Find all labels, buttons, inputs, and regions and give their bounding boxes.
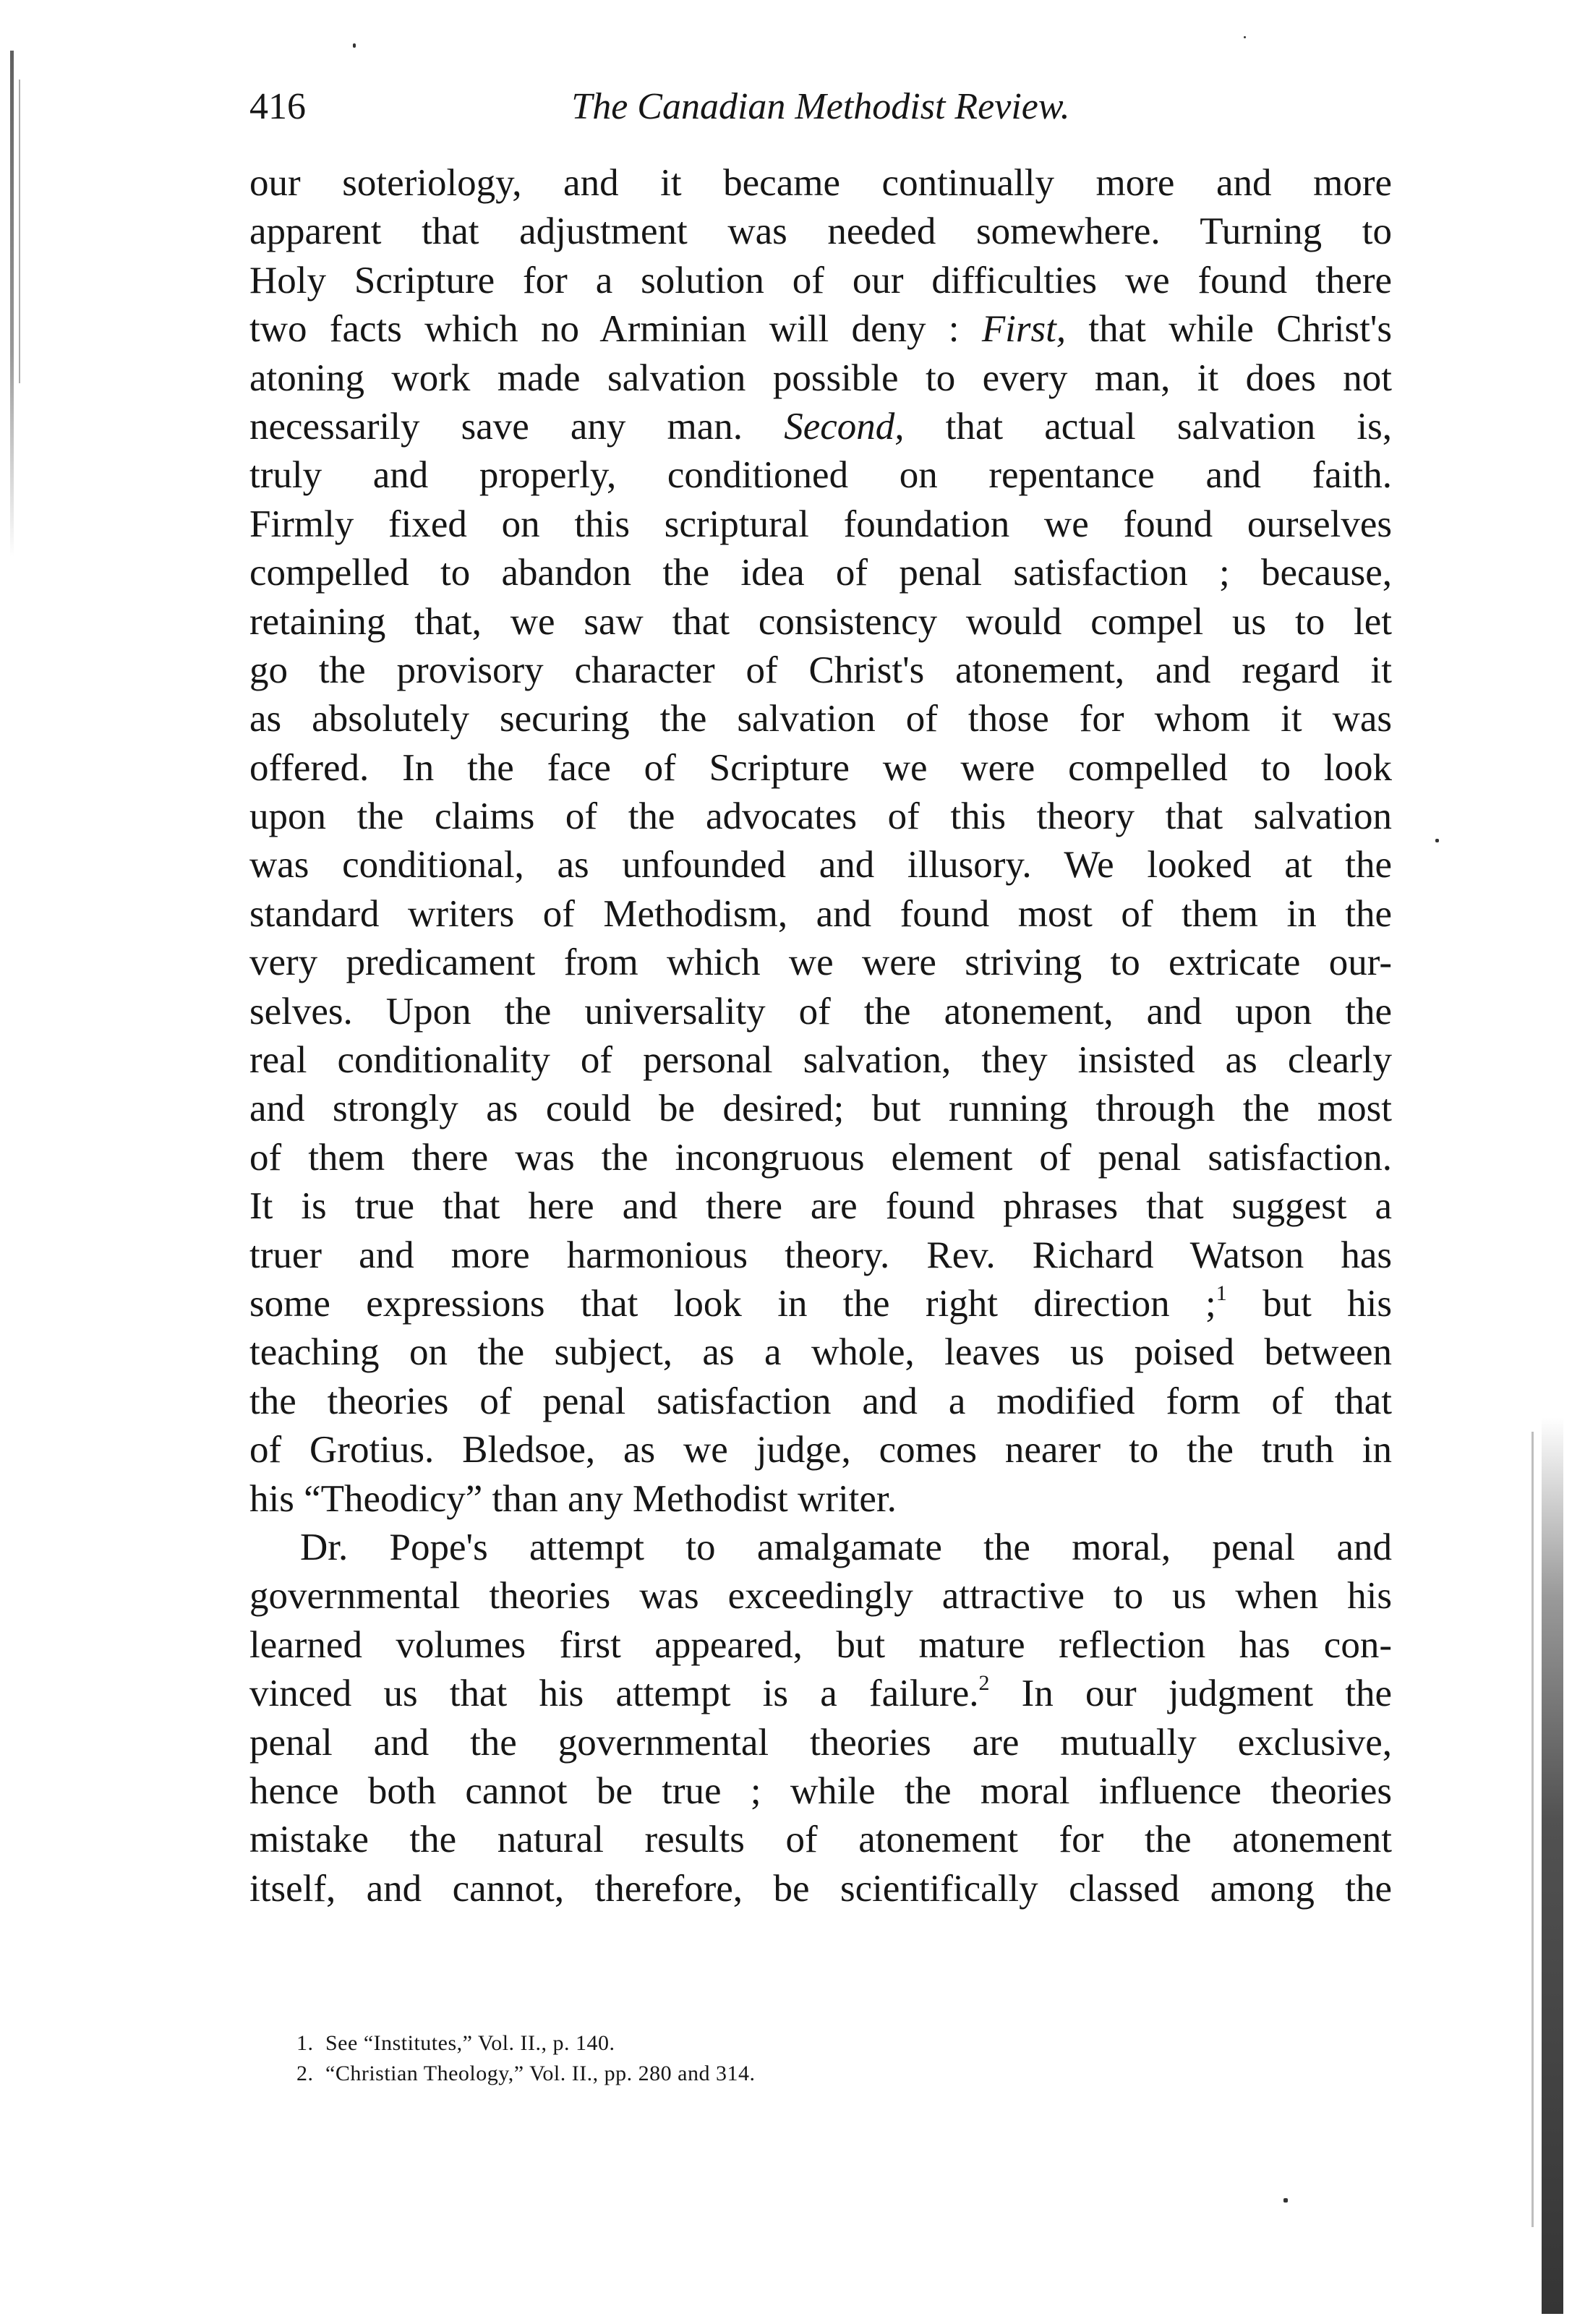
- text-line: atoning work made salvation possible to every man, it does not: [249, 356, 1392, 399]
- text-line: Dr. Pope's attempt to amalgamate the moral, penal and: [300, 1526, 1392, 1568]
- text-line: go the provisory character of Christ's atonement, and regard it: [249, 649, 1392, 691]
- text-line: [249, 305, 1392, 354]
- body-text: [249, 159, 1392, 1913]
- text-line: itself, and cannot, therefore, be scientifically classed among the: [249, 1867, 1392, 1910]
- scan-edge-left: [10, 51, 14, 557]
- scan-speck: [353, 43, 356, 48]
- text-segment: vinced us that his attempt is a failure.: [249, 1672, 979, 1715]
- text-line: standard writers of Methodism, and found most of them in the: [249, 892, 1392, 935]
- text-line: apparent that adjustment was needed somewhere. Turning to: [249, 210, 1392, 253]
- text-line: and strongly as could be desired; but running through the most: [249, 1088, 1392, 1130]
- text-line: mistake the natural results of atonement for the atonement: [249, 1819, 1392, 1861]
- text-segment: In our judgment the: [989, 1672, 1392, 1715]
- text-line: retaining that, we saw that consistency would compel us to let: [249, 600, 1392, 643]
- text-line: of Grotius. Bledsoe, as we judge, comes nearer to the truth in: [249, 1429, 1392, 1471]
- text-line: upon the claims of the advocates of this theory that salvation: [249, 795, 1392, 838]
- text-line: [249, 1280, 1392, 1328]
- footnote: [296, 2028, 1236, 2059]
- text-line: the theories of penal satisfaction and a modified form of that: [249, 1380, 1392, 1422]
- text-line: real conditionality of personal salvation, they insisted as clearly: [249, 1039, 1392, 1082]
- scan-edge-left-line: [19, 80, 20, 383]
- scan-edge-right-line: [1531, 1432, 1534, 2227]
- scan-speck: [1244, 36, 1246, 38]
- text-segment: but his: [1226, 1282, 1393, 1325]
- text-line: very predicament from which we were striving to extricate our-: [249, 941, 1392, 984]
- text-segment: that actual salvation is,: [904, 405, 1392, 448]
- text-line: Holy Scripture for a solution of our difficulties we found there: [249, 259, 1392, 302]
- text-segment: that while Christ's: [1066, 308, 1392, 351]
- page-number: 416: [249, 86, 306, 127]
- text-line: governmental theories was exceedingly attractive to us when his: [249, 1575, 1392, 1618]
- text-line: of them there was the incongruous element of penal satisfaction.: [249, 1136, 1392, 1179]
- text-line: truly and properly, conditioned on repentance and faith.: [249, 454, 1392, 497]
- footnotes: [296, 2028, 1236, 2089]
- footnote-number: 1.: [296, 2031, 314, 2055]
- scan-speck: [1283, 2198, 1288, 2203]
- footnote-number: 2.: [296, 2062, 314, 2085]
- text-segment: necessarily save any man.: [249, 405, 785, 448]
- footnote: [296, 2059, 1236, 2089]
- scan-speck: [1435, 839, 1439, 842]
- text-segment: some expressions that look in the right direction ;: [249, 1282, 1216, 1325]
- italic-text: First,: [981, 308, 1067, 351]
- text-line: penal and the governmental theories are mutually exclusive,: [249, 1721, 1392, 1764]
- footnote-text: “Christian Theology,” Vol. II., pp. 280 and 314.: [325, 2062, 756, 2085]
- italic-text: Second,: [784, 405, 905, 448]
- text-line: truer and more harmonious theory. Rev. Richard Watson has: [249, 1234, 1392, 1276]
- text-line: was conditional, as unfounded and illusory. We looked at the: [249, 844, 1392, 887]
- text-line: [249, 403, 1392, 451]
- text-line: teaching on the subject, as a whole, leaves us poised between: [249, 1331, 1392, 1374]
- footnote-ref: 2: [978, 1671, 990, 1696]
- text-segment: two facts which no Arminian will deny :: [249, 308, 982, 351]
- running-title: The Canadian Methodist Review.: [571, 86, 1070, 127]
- text-line: selves. Upon the universality of the atonement, and upon the: [249, 990, 1392, 1033]
- page-header: [249, 78, 1392, 136]
- text-line: offered. In the face of Scripture we were compelled to look: [249, 746, 1392, 789]
- text-line: as absolutely securing the salvation of those for whom it was: [249, 698, 1392, 740]
- text-line: our soteriology, and it became continually more and more: [249, 162, 1392, 204]
- footnote-ref: 1: [1216, 1281, 1227, 1305]
- text-line: hence both cannot be true ; while the moral influence theories: [249, 1769, 1392, 1812]
- text-line: compelled to abandon the idea of penal satisfaction ; because,: [249, 552, 1392, 594]
- text-line: [249, 1670, 1392, 1718]
- footnote-text: See “Institutes,” Vol. II., p. 140.: [325, 2031, 615, 2055]
- scan-edge-right: [1542, 1417, 1563, 2314]
- text-line: his “Theodicy” than any Methodist writer.: [249, 1477, 897, 1520]
- text-line: Firmly fixed on this scriptural foundation we found ourselves: [249, 503, 1392, 545]
- text-line: learned volumes first appeared, but mature reflection has con-: [249, 1623, 1392, 1666]
- text-line: It is true that here and there are found phrases that suggest a: [249, 1185, 1392, 1228]
